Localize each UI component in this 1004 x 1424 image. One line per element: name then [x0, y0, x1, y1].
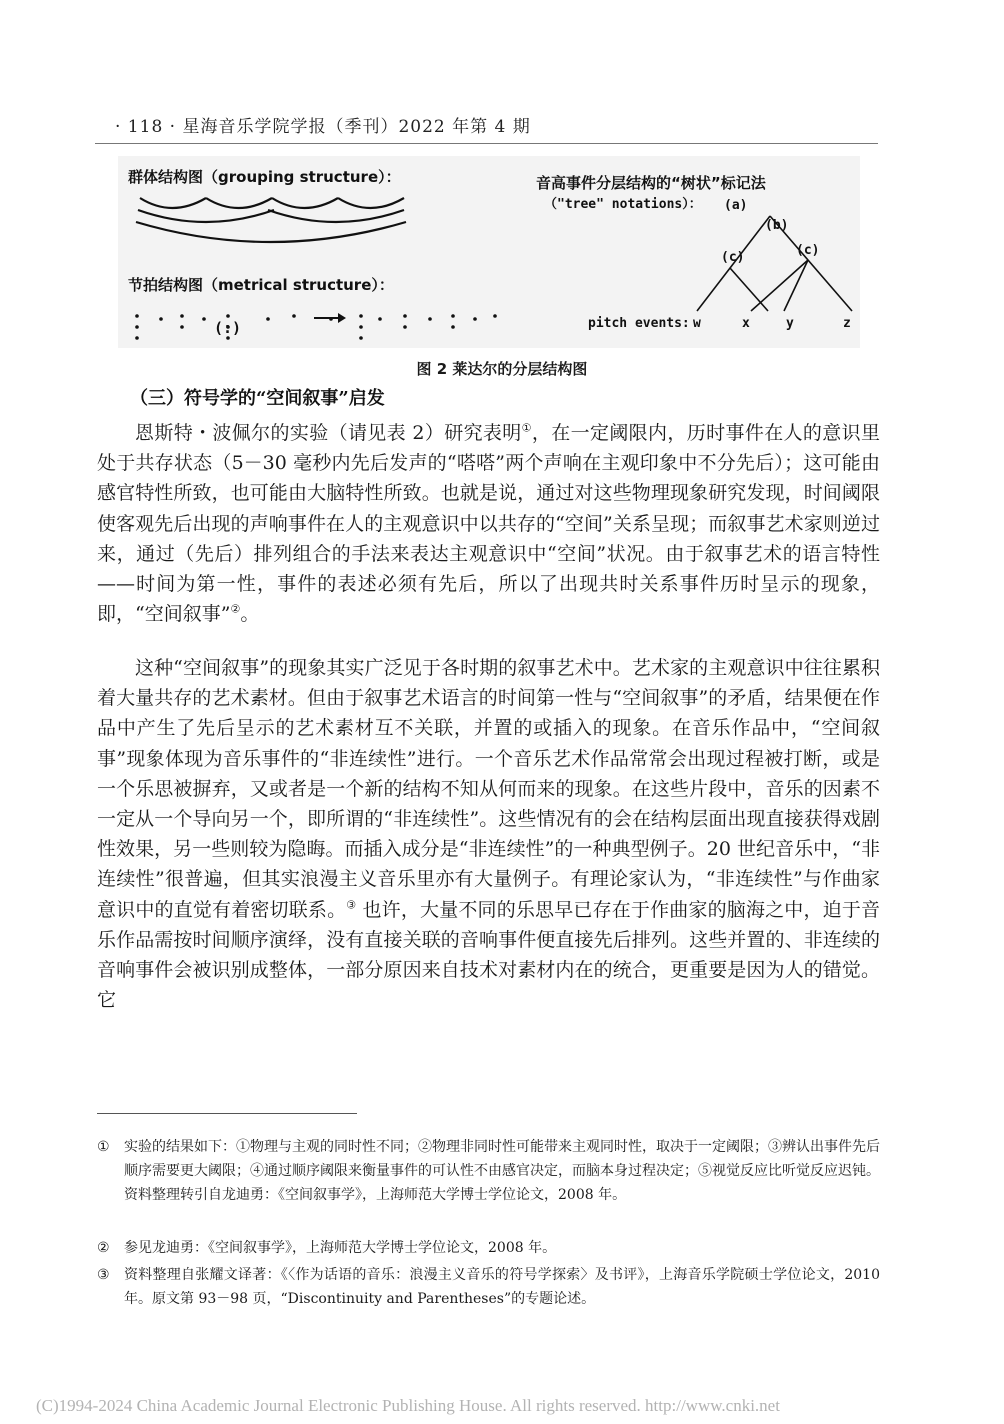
grouping-arc: [140, 198, 206, 208]
p1-text-a: 恩斯特・波佩尔的实验（请见表 2）研究表明: [135, 422, 522, 444]
grouping-arc-long: [136, 222, 406, 242]
figure-caption: 图 2 莱达尔的分层结构图: [416, 360, 588, 378]
p2-text-a: 这种“空间叙事”的现象其实广泛见于各时期的叙事艺术中。艺术家的主观意识中往往累积着大量共存的艺术素材。但由于叙事艺术语言的时间第一性与“空间叙事”的矛盾，结果便在作品中产生了先后呈示的艺术素材互不关联，并置的或插入的现象。在音乐作品中，“空间叙事”现象体现为音乐事件的“非连续性”进行。一个音乐艺术作品常常会出现过程被打断，或是一个乐思被摒弃，又或者是一个新的结构不知从何而来的现象。在这些片段中，音乐的因素不一定从一个导向另一个，即所谓的“非连续性”。这些情况有的会在结构层面出现直接获得戏剧性效果，另一些则较为隐晦。而插入成分是“非连续性”的一种典型例子。20 世纪音乐中，“非连续性”很普遍，但其实浪漫主义音乐里亦有大量例子。有理论家认为，“非连续性”与作曲家意识中的直觉有着密切联系。: [97, 657, 880, 921]
tree-node-b: (b): [765, 218, 789, 233]
footnote-ref-3[interactable]: ③: [346, 898, 357, 912]
tree-branch-x: [730, 268, 768, 311]
tree-title: 音高事件分层结构的“树状”标记法: [536, 174, 766, 192]
footnote-text: 资料整理自张耀文译著：《〈作为话语的音乐：浪漫主义音乐的符号学探索〉及书评》，上海音乐学院硕士学位论文，2010 年。原文第 93－98 页，“Discontinuity and Parentheses”的专题论述。: [124, 1267, 880, 1307]
footnote-3: [97, 1263, 880, 1311]
paragraph-1: [97, 418, 880, 629]
footnote-text: 实验的结果如下：①物理与主观的同时性不同；②物理非同时性可能带来主观同时性，取决于一定阈限；③辨认出事件先后顺序需要更大阈限；④通过顺序阈限来衡量事件的可认性不由感官决定，而脑本身过程决定；⑤视觉反应比听觉反应迟钝。资料整理转引自龙迪勇：《空间叙事学》，上海师范大学博士学位论文，2008 年。: [124, 1139, 880, 1203]
grouping-arc: [206, 198, 272, 208]
footnote-number: ③: [97, 1267, 110, 1283]
grouping-title: 群体结构图（grouping structure）：: [128, 168, 401, 186]
pitch-events-label: pitch events:: [588, 316, 690, 331]
footnote-1: [97, 1135, 880, 1207]
grouping-arc: [272, 198, 338, 208]
metrical-title: 节拍结构图（metrical structure）：: [128, 276, 394, 294]
pitch-x: x: [742, 316, 750, 331]
metrical-arrow: [314, 313, 346, 323]
tree-subtitle: （"tree" notations）：: [544, 197, 702, 212]
figure-hierarchical-structure: [118, 156, 860, 348]
tree-branch-y: [751, 260, 808, 311]
metrical-paren-dot: (:): [214, 319, 242, 337]
tree-branch-y2: [784, 260, 808, 311]
footnote-number: ②: [97, 1240, 110, 1256]
footnote-number: ①: [97, 1139, 110, 1155]
footnote-2: [97, 1236, 880, 1260]
pitch-z: z: [843, 316, 851, 331]
footnote-ref-1[interactable]: ①: [521, 421, 532, 435]
footnote-text: 参见龙迪勇：《空间叙事学》，上海师范大学博士学位论文，2008 年。: [124, 1240, 557, 1256]
header-rule: [95, 143, 878, 144]
tree-node-c-right: (c): [796, 243, 820, 258]
grouping-arc-mid: [268, 210, 404, 222]
p1-text-b: ，在一定阈限内，历时事件在人的意识里处于共存状态（5－30 毫秒内先后发声的“嗒嗒”两个声响在主观印象中不分先后）；这可能由感官特性所致，也可能由大脑特性所致。也就是说，通过对这些物理现象研究发现，时间阈限使客观先后出现的声响事件在人的主观意识中以共存的“空间”关系呈现；而叙事艺术家则逆过来，通过（先后）排列组合的手法来表达主观意识中“空间”状况。由于叙事艺术的语言特性——时间为第一性，事件的表述必须有先后，所以了出现共时关系事件历时呈示的现象，即，“空间叙事”: [97, 422, 880, 626]
grouping-arc: [338, 198, 404, 208]
copyright-watermark: (C)1994-2024 China Academic Journal Electronic Publishing House. All rights reserved. http://www.cnki.net: [36, 1396, 780, 1415]
paragraph-2: [97, 653, 880, 1015]
pitch-w: w: [693, 316, 701, 331]
tree-node-a: (a): [724, 198, 748, 213]
pitch-y: y: [786, 316, 794, 331]
running-header: · 118 · 星海音乐学院学报（季刊）2022 年第 4 期: [115, 117, 531, 137]
section-heading: （三）符号学的“空间叙事”启发: [130, 388, 385, 409]
tree-node-c-left: (c): [721, 250, 745, 265]
footnote-rule: [97, 1113, 357, 1114]
p1-text-c: 。: [240, 603, 260, 626]
grouping-arc-mid: [138, 210, 274, 222]
footnote-ref-2[interactable]: ②: [230, 602, 241, 616]
p2-text-b: 也许，大量不同的乐思早已存在于作曲家的脑海之中，迫于音乐作品需按时间顺序演绎，没有直接关联的音响事件便直接先后排列。这些并置的、非连续的音响事件会被识别成整体，一部分原因来自技术对素材内在的统合，更重要是因为人的错觉。它: [97, 898, 880, 1012]
